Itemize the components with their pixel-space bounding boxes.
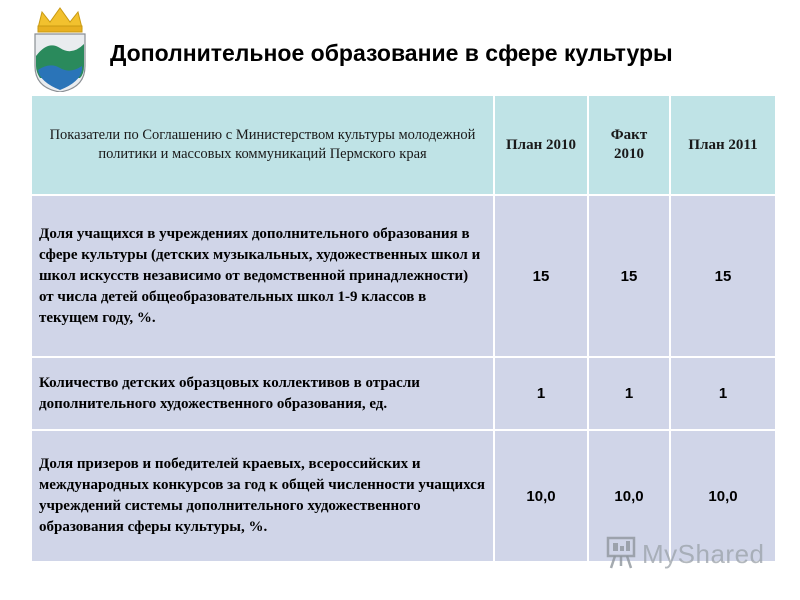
indicators-table bbox=[30, 94, 777, 563]
value-cell-fact-2010: 15 bbox=[588, 195, 670, 357]
indicator-cell: Доля призеров и победителей краевых, всероссийских и международных конкурсов за год к общей численности учащихся учреждений системы дополнительного художественного образования сферы культуры, %. bbox=[31, 430, 494, 562]
value-cell-plan-2011: 15 bbox=[670, 195, 776, 357]
value-cell-plan-2010: 15 bbox=[494, 195, 588, 357]
value-cell-plan-2010: 10,0 bbox=[494, 430, 588, 562]
table-row bbox=[31, 357, 776, 430]
indicator-cell: Доля учащихся в учреждениях дополнительного образования в сфере культуры (детских музыкальных, художественных школ и школ искусств независимо от ведомственной принадлежности) от числа детей общеобразовательных школ 1-9 классов в текущем году, %. bbox=[31, 195, 494, 357]
table-header-row bbox=[31, 95, 776, 195]
column-header-plan-2011: План 2011 bbox=[670, 95, 776, 195]
presentation-board-icon bbox=[606, 535, 636, 574]
column-header-indicators: Показатели по Соглашению с Министерством культуры молодежной политики и массовых коммуникаций Пермского края bbox=[31, 95, 494, 195]
coat-of-arms-icon bbox=[30, 4, 90, 92]
column-header-fact-2010: Факт 2010 bbox=[588, 95, 670, 195]
value-cell-plan-2010: 1 bbox=[494, 357, 588, 430]
watermark-text: MyShared bbox=[642, 538, 765, 569]
value-cell-fact-2010: 1 bbox=[588, 357, 670, 430]
column-header-plan-2010: План 2010 bbox=[494, 95, 588, 195]
page-title: Дополнительное образование в сфере культуры bbox=[110, 40, 673, 66]
value-cell-fact-2010: 10,0 bbox=[588, 430, 670, 562]
indicator-cell: Количество детских образцовых коллективов в отрасли дополнительного художественного образования, ед. bbox=[31, 357, 494, 430]
watermark bbox=[606, 536, 765, 572]
value-cell-plan-2011: 10,0 bbox=[670, 430, 776, 562]
value-cell-plan-2011: 1 bbox=[670, 357, 776, 430]
table-row bbox=[31, 195, 776, 357]
